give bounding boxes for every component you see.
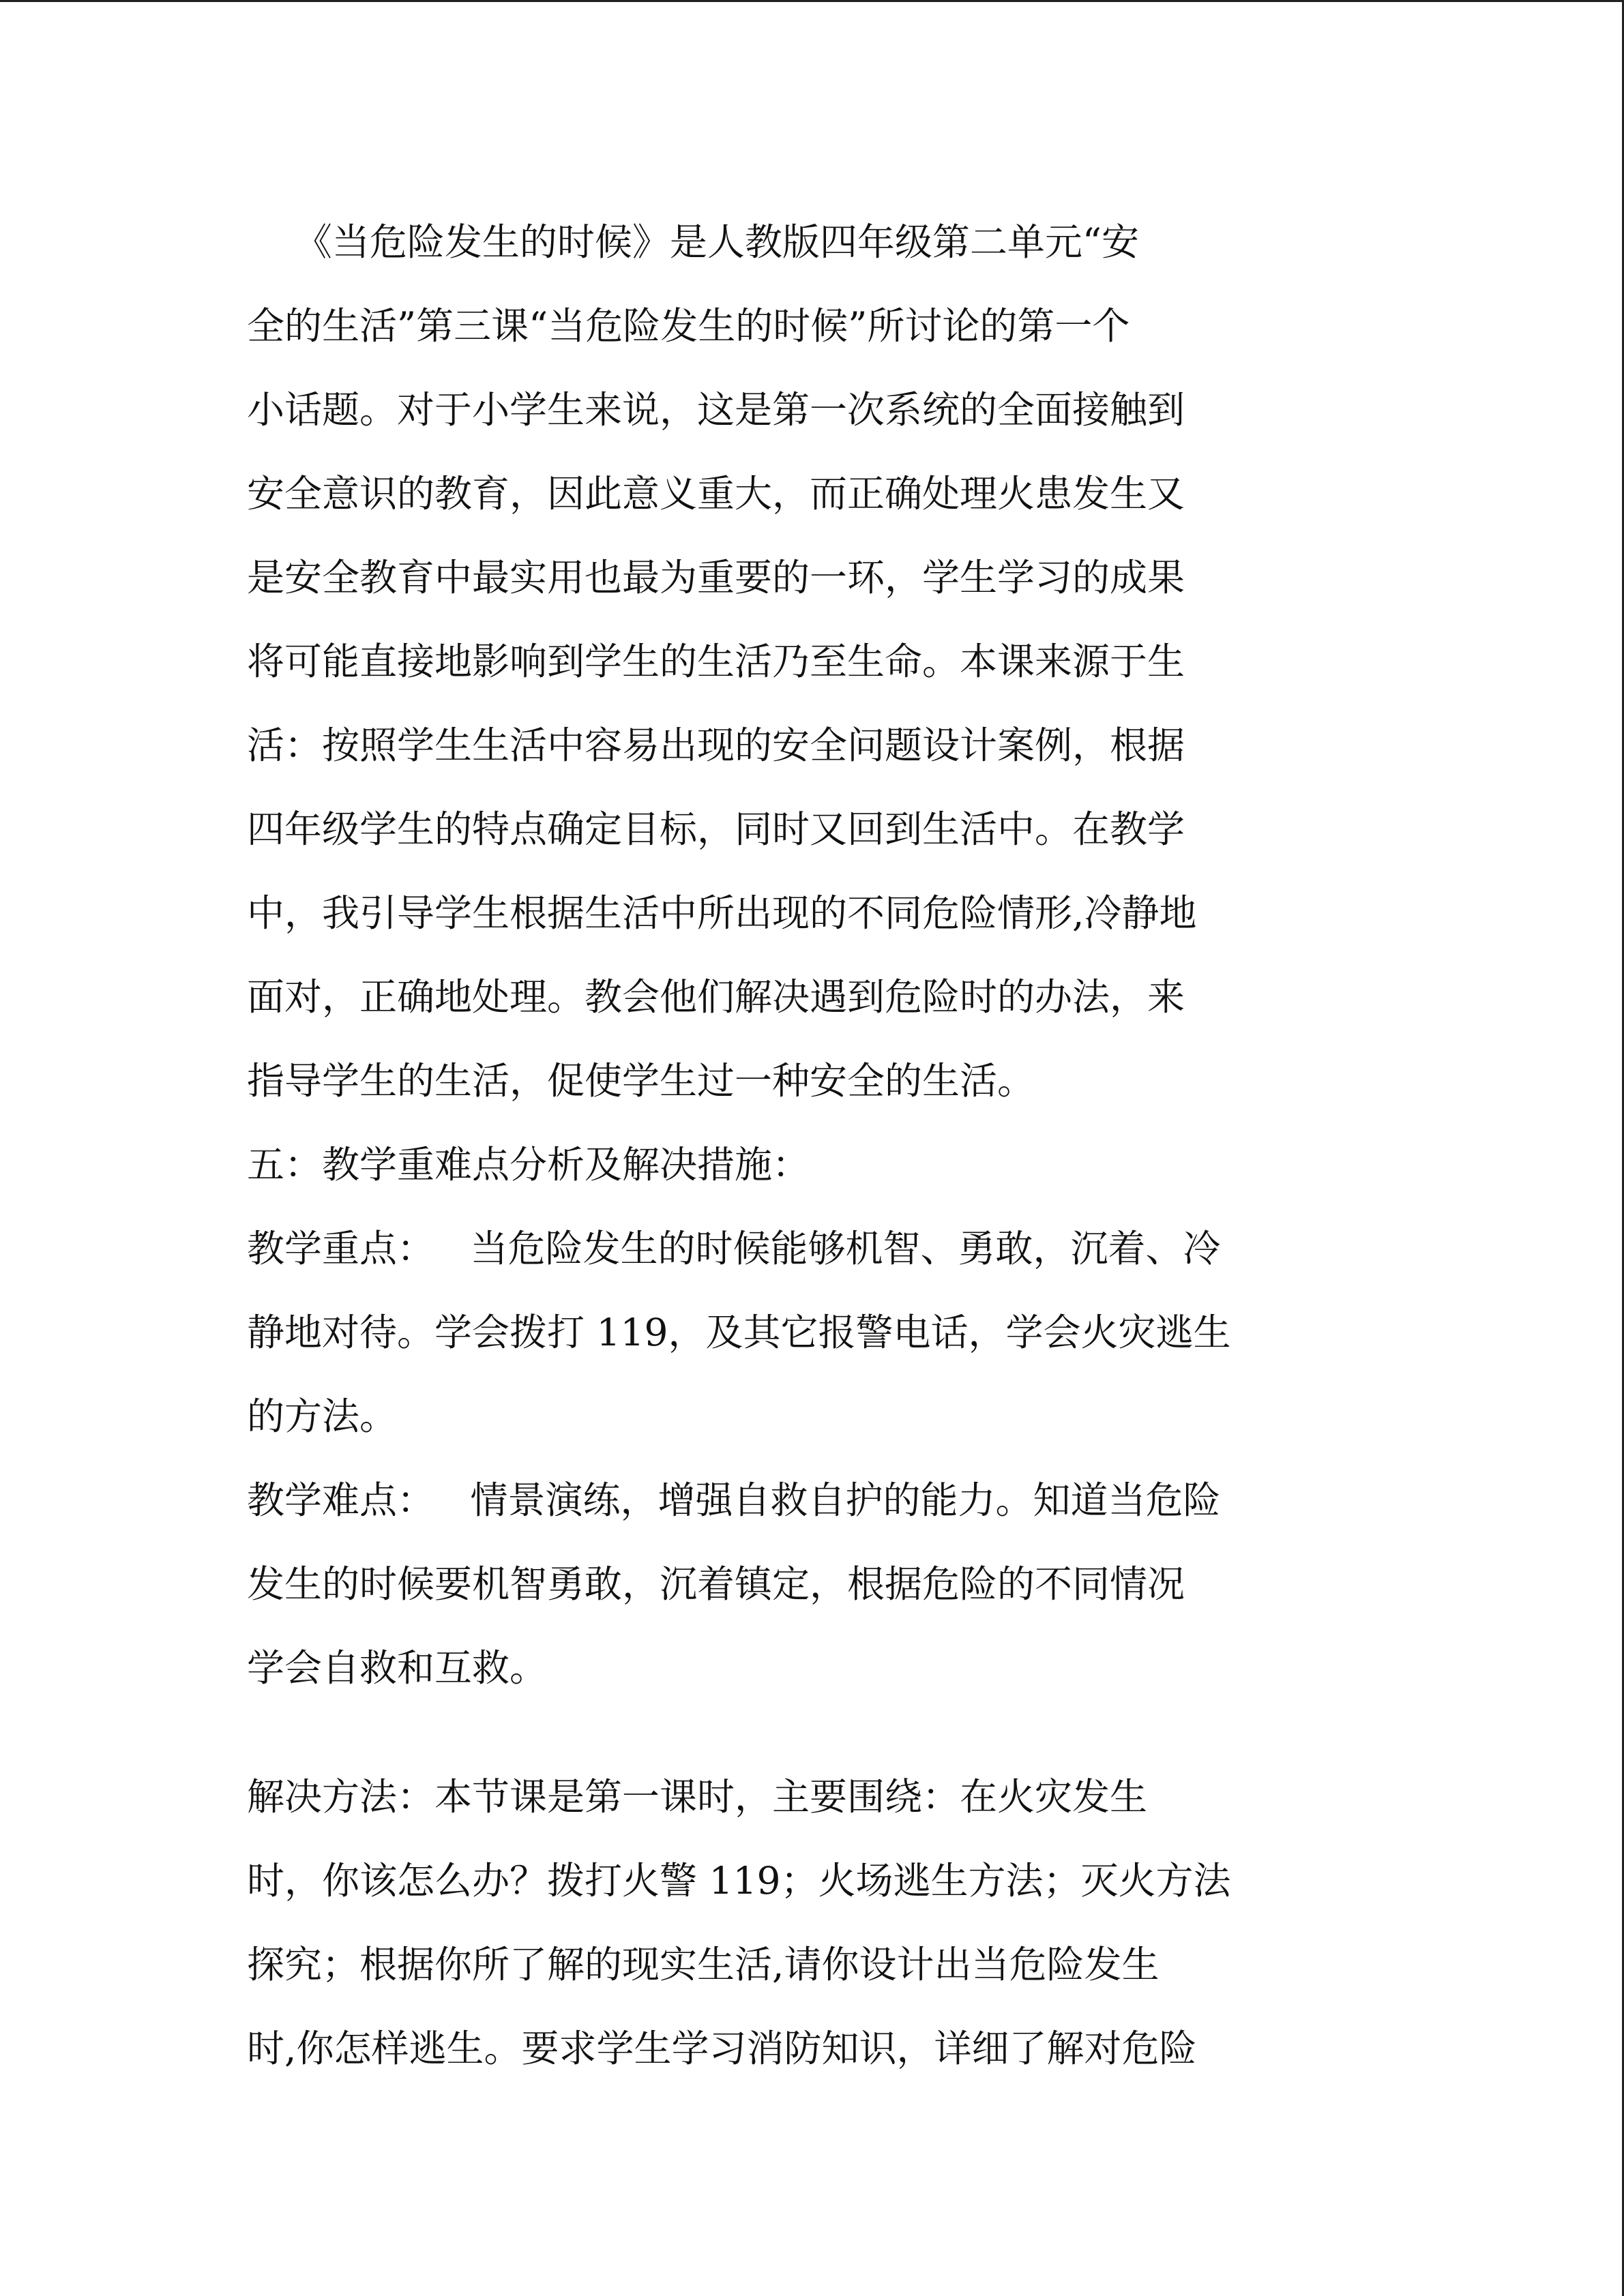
solution-line: 时,你怎样逃生。要求学生学习消防知识，详细了解对危险 bbox=[247, 2027, 1197, 2070]
paragraph-line: 中，我引导学生根据生活中所出现的不同危险情形,冷静地 bbox=[247, 891, 1197, 935]
paragraph-line: 小话题。对于小学生来说，这是第一次系统的全面接触到 bbox=[247, 388, 1185, 432]
difficulty-line: 学会自救和互救。 bbox=[247, 1646, 548, 1690]
paragraph-line: 将可能直接地影响到学生的生活乃至生命。本课来源于生 bbox=[247, 640, 1185, 683]
key-point-line: 教学重点： 当危险发生的时候能够机智、勇敢，沉着、冷 bbox=[247, 1227, 1221, 1270]
difficulty-line: 教学难点： 情景演练，增强自救自护的能力。知道当危险 bbox=[247, 1478, 1221, 1522]
solution-line: 探究；根据你所了解的现实生活,请你设计出当危险发生 bbox=[247, 1943, 1160, 1986]
paragraph-line: 安全意识的教育，因此意义重大，而正确处理火患发生又 bbox=[247, 472, 1185, 516]
paragraph-line: 是安全教育中最实用也最为重要的一环，学生学习的成果 bbox=[247, 556, 1185, 599]
paragraph-line: 面对，正确地处理。教会他们解决遇到危险时的办法，来 bbox=[247, 975, 1185, 1019]
section-heading: 五：教学重难点分析及解决措施： bbox=[247, 1143, 810, 1187]
paragraph-line: 全的生活”第三课“当危险发生的时候”所讨论的第一个 bbox=[247, 304, 1130, 348]
page-top-border bbox=[0, 0, 1624, 2]
paragraph-line: 指导学生的生活，促使学生过一种安全的生活。 bbox=[247, 1059, 1035, 1103]
difficulty-line: 发生的时候要机智勇敢，沉着镇定，根据危险的不同情况 bbox=[247, 1562, 1185, 1606]
solution-line: 解决方法：本节课是第一课时，主要围绕：在火灾发生 bbox=[247, 1775, 1148, 1819]
solution-line: 时，你该怎么办？拨打火警 119；火场逃生方法；灭火方法 bbox=[247, 1859, 1231, 1903]
paragraph-line: 四年级学生的特点确定目标，同时又回到生活中。在教学 bbox=[247, 807, 1185, 851]
key-point-line: 静地对待。学会拨打 119，及其它报警电话，学会火灾逃生 bbox=[247, 1311, 1231, 1354]
paragraph-line: 活：按照学生生活中容易出现的安全问题设计案例，根据 bbox=[247, 724, 1185, 767]
paragraph-line: 《当危险发生的时候》是人教版四年级第二单元“安 bbox=[247, 220, 1140, 264]
key-point-line: 的方法。 bbox=[247, 1395, 398, 1438]
